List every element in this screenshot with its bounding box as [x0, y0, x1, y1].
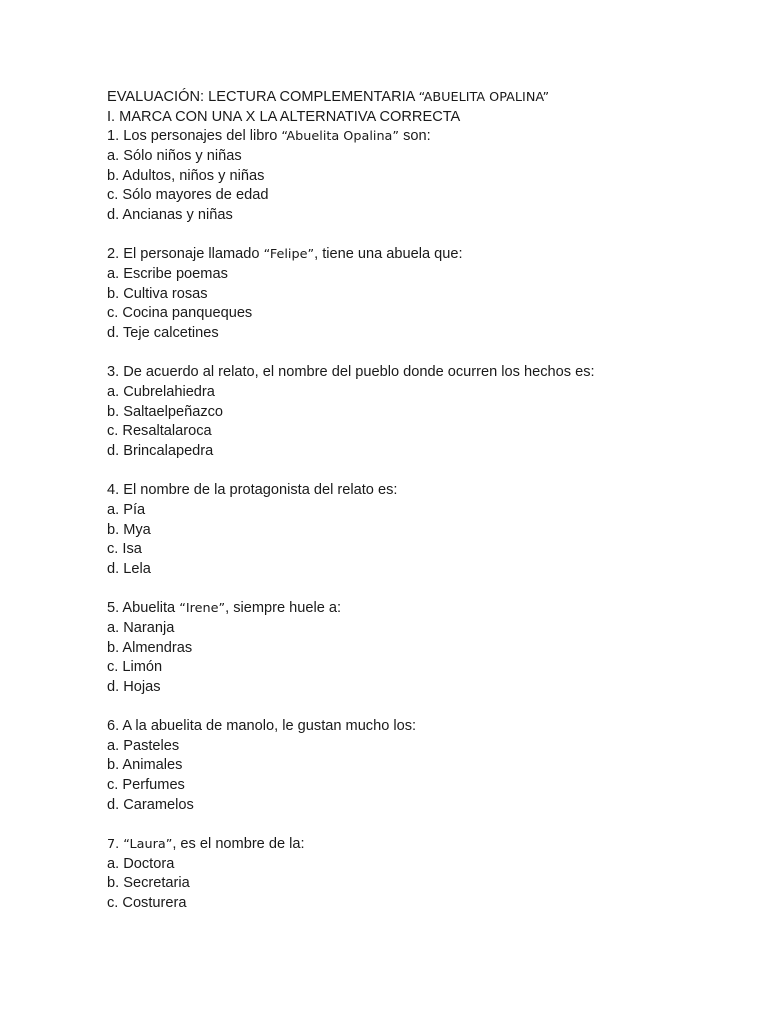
- option-c[interactable]: c. Resaltalaroca: [107, 423, 212, 440]
- option-d[interactable]: d. Hojas: [107, 678, 161, 695]
- option-c[interactable]: c. Perfumes: [107, 777, 185, 794]
- question-7: [107, 835, 727, 914]
- question-text-quoted: “Felipe”: [263, 247, 315, 263]
- document-title: [107, 88, 727, 108]
- option-c[interactable]: c. Cocina panqueques: [107, 305, 253, 322]
- option-a[interactable]: a. Pasteles: [107, 737, 180, 754]
- question-text-suffix: , siempre huele a:: [225, 600, 342, 617]
- title-book-name: “ABUELITA OPALINA”: [418, 90, 550, 105]
- question-text-quoted: “Irene”: [179, 601, 226, 617]
- question-5: [107, 599, 727, 697]
- question-1: [107, 127, 727, 225]
- question-4: [107, 481, 727, 579]
- option-b[interactable]: b. Saltaelpeñazco: [107, 403, 224, 420]
- option-d[interactable]: d. Ancianas y niñas: [107, 207, 233, 224]
- option-d[interactable]: d. Brincalapedra: [107, 443, 214, 459]
- question-text-quoted: “Abuelita Opalina”: [281, 129, 400, 145]
- question-text: [107, 717, 727, 737]
- option-b[interactable]: b. Animales: [107, 757, 183, 774]
- question-text: [107, 127, 727, 147]
- question-text-quoted: 7. “Laura”: [107, 837, 173, 852]
- question-text: [107, 481, 727, 501]
- question-text-prefix: 4. El nombre de la protagonista del relato es:: [107, 482, 398, 499]
- document-page: [107, 88, 727, 933]
- option-a[interactable]: a. Escribe poemas: [107, 266, 228, 282]
- question-text-suffix: , es el nombre de la:: [172, 836, 305, 852]
- question-text: [107, 363, 727, 383]
- option-a[interactable]: a. Pía: [107, 501, 146, 518]
- option-c[interactable]: c. Limón: [107, 659, 163, 676]
- question-text-prefix: 1. Los personajes del libro: [107, 128, 282, 145]
- option-a[interactable]: a. Sólo niños y niñas: [107, 148, 242, 165]
- option-b[interactable]: b. Cultiva rosas: [107, 285, 208, 302]
- option-a[interactable]: a. Doctora: [107, 855, 175, 872]
- question-text-prefix: 2. El personaje llamado: [107, 246, 264, 263]
- option-c[interactable]: c. Sólo mayores de edad: [107, 187, 269, 204]
- question-text-prefix: 3. De acuerdo al relato, el nombre del pueblo donde ocurren los hechos es:: [107, 364, 595, 381]
- option-d[interactable]: d. Caramelos: [107, 796, 194, 813]
- question-text: [107, 835, 727, 855]
- question-6: [107, 717, 727, 815]
- option-b[interactable]: b. Adultos, niños y niñas: [107, 167, 265, 184]
- question-text: [107, 245, 727, 265]
- option-d[interactable]: d. Lela: [107, 560, 151, 577]
- option-a[interactable]: a. Naranja: [107, 619, 175, 636]
- question-text-suffix: son:: [399, 128, 431, 145]
- question-2: [107, 245, 727, 343]
- question-text-prefix: 6. A la abuelita de manolo, le gustan mucho los:: [107, 718, 417, 735]
- question-text: [107, 599, 727, 619]
- option-c[interactable]: c. Costurera: [107, 895, 187, 912]
- option-b[interactable]: b. Mya: [107, 521, 151, 538]
- question-text-suffix: , tiene una abuela que:: [314, 246, 463, 263]
- option-b[interactable]: b. Secretaria: [107, 875, 190, 892]
- question-text-prefix: 5. Abuelita: [107, 600, 180, 617]
- option-c[interactable]: c. Isa: [107, 541, 142, 558]
- option-b[interactable]: b. Almendras: [107, 639, 193, 656]
- option-d[interactable]: d. Teje calcetines: [107, 325, 219, 342]
- option-a[interactable]: a. Cubrelahiedra: [107, 383, 215, 400]
- instruction: I. MARCA CON UNA X LA ALTERNATIVA CORRECTA: [107, 108, 461, 125]
- question-3: [107, 363, 727, 461]
- title-prefix: EVALUACIÓN: LECTURA COMPLEMENTARIA: [107, 89, 419, 105]
